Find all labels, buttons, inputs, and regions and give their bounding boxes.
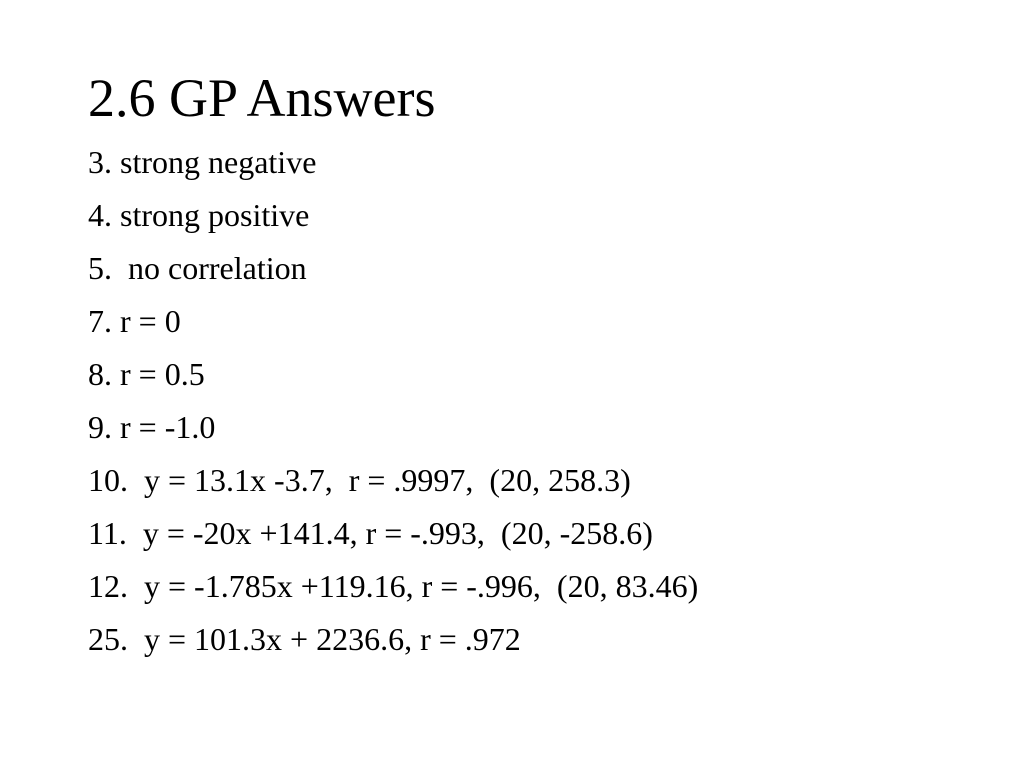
answer-item: 3. strong negative — [88, 144, 317, 180]
answer-item: 25. y = 101.3x + 2236.6, r = .972 — [88, 621, 521, 657]
answer-item: 11. y = -20x +141.4, r = -.993, (20, -258.6) — [88, 515, 653, 551]
answer-item: 9. r = -1.0 — [88, 409, 216, 445]
answer-item: 10. y = 13.1x -3.7, r = .9997, (20, 258.3) — [88, 462, 631, 498]
answer-item: 8. r = 0.5 — [88, 356, 205, 392]
slide-title: 2.6 GP Answers — [88, 68, 436, 128]
answer-list — [88, 136, 698, 666]
answer-item: 5. no correlation — [88, 250, 307, 286]
answer-item: 4. strong positive — [88, 197, 310, 233]
answer-item: 7. r = 0 — [88, 303, 181, 339]
answer-item: 12. y = -1.785x +119.16, r = -.996, (20, 83.46) — [88, 568, 699, 604]
